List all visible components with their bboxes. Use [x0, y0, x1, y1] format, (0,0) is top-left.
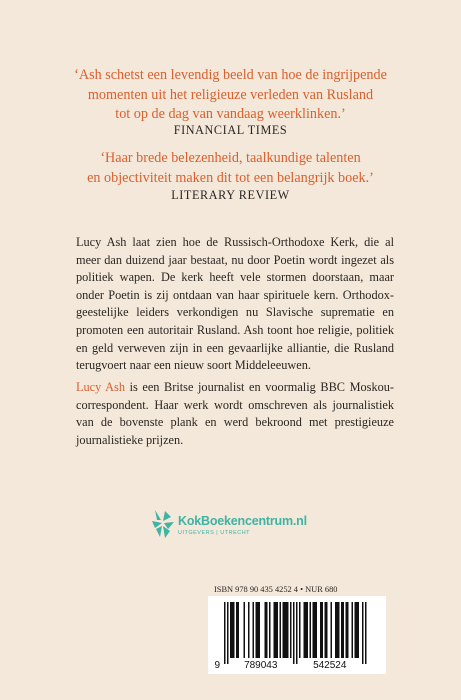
quote-line: ‘Ash schetst een levendig beeld van hoe de ingrijpende: [74, 67, 387, 83]
isbn-nur: ISBN 978 90 435 4252 4 • NUR 680: [214, 585, 338, 594]
barcode-bar: [253, 602, 255, 658]
barcode-bar: [230, 602, 232, 658]
barcode-bar: [314, 602, 316, 658]
author-name: Lucy Ash: [76, 380, 125, 394]
barcode-bar: [257, 602, 259, 658]
barcode-bar: [290, 602, 292, 658]
barcode-bar: [259, 602, 261, 658]
barcode-bar: [283, 602, 285, 658]
publisher-name: KokBoekencentrum.nl: [178, 514, 307, 528]
barcode-bar: [331, 602, 333, 658]
barcode-bar: [296, 602, 298, 664]
barcode-bar: [287, 602, 289, 658]
barcode-bar: [343, 602, 345, 658]
barcode-bar: [269, 602, 271, 658]
barcode-bar: [232, 602, 234, 658]
barcode-bar: [304, 602, 306, 658]
quote-line: ‘Haar brede belezenheid, taalkundige talenten: [100, 150, 361, 166]
barcode-bar: [341, 602, 343, 658]
barcode-bar: [277, 602, 279, 658]
book-description: Lucy Ash laat zien hoe de Russisch-Orthodoxe Kerk, die al meer dan duizend jaar bestaat, nu door Poetin wordt ingezet als politiek wapen. De kerk heeft vele stormen doorstaan, maar onder Poetin is zij ontdaan van haar spirituele kern. Orthodox-geestelijke leiders verkondigen nu Slavische suprematie en promoten een autoritair Rusland. Ash toont hoe religie, politiek en geld verweven zijn in een gevaarlijke alliantie, die Rusland terugvoert naar een nieuw soort Middeleeuwen.: [76, 235, 394, 373]
quote-source-financial-times: FINANCIAL TIMES: [173, 123, 288, 137]
publisher-subtitle: UITGEVERS | UTRECHT: [178, 530, 251, 536]
quote-line: momenten uit het religieuze verleden van Rusland: [87, 86, 374, 103]
barcode-bar: [322, 602, 324, 658]
quote-line: en objectiviteit maken dit tot een belangrijk boek.’: [87, 169, 374, 186]
author-bio-text: is een Britse journalist en voormalig BBC Moskou-correspondent. Haar werk wordt omschreven als journalistiek van de bovenste plank en werd bekroond met prestigieuze journalistieke prijzen.: [76, 380, 394, 447]
barcode-bar: [299, 602, 301, 658]
barcode-bar: [362, 602, 364, 664]
barcode-bar: [227, 602, 229, 664]
barcode: [208, 596, 386, 674]
barcode-bar: [284, 602, 286, 658]
quote-literary-review: [40, 149, 421, 188]
barcode-bar: [347, 602, 349, 658]
barcode-bar: [365, 602, 367, 664]
barcode-bar: [325, 602, 327, 658]
barcode-bar: [305, 602, 307, 658]
barcode-bar: [335, 602, 337, 658]
barcode-bar: [224, 602, 226, 664]
barcode-bar: [337, 602, 339, 658]
barcode-digits-right: 542524: [313, 660, 347, 671]
barcode-bar: [355, 602, 357, 658]
barcode-bar: [274, 602, 276, 658]
barcode-bar: [256, 602, 258, 658]
barcode-bar: [338, 602, 340, 658]
barcode-bar: [293, 602, 295, 664]
publisher-logo: [151, 508, 351, 544]
barcode-bar: [326, 602, 328, 658]
barcode-bar: [356, 602, 358, 658]
barcode-bar: [238, 602, 240, 658]
barcode-bar: [352, 602, 354, 658]
kokboekencentrum-logo-icon: [151, 508, 175, 540]
quote-financial-times: [40, 66, 421, 125]
barcode-bar: [358, 602, 360, 658]
barcode-bar: [346, 602, 348, 658]
barcode-bar: [307, 602, 309, 658]
author-bio: [76, 379, 394, 449]
barcode-bar: [275, 602, 277, 658]
barcode-bar: [286, 602, 288, 658]
barcode-bar: [310, 602, 312, 658]
barcode-digit-first: 9: [214, 660, 220, 671]
barcode-bar: [265, 602, 267, 658]
barcode-bar: [316, 602, 318, 658]
barcode-bar: [313, 602, 315, 658]
barcode-bar: [244, 602, 246, 658]
barcode-digits-left: 789043: [244, 660, 278, 671]
barcode-bar: [280, 602, 282, 658]
barcode-bar: [320, 602, 322, 658]
barcode-bar: [233, 602, 235, 658]
quote-line: tot op de dag van vandaag weerklinken.’: [115, 106, 346, 122]
ean13-barcode-icon: [208, 596, 386, 674]
barcode-bar: [236, 602, 238, 658]
barcode-bar: [266, 602, 268, 658]
barcode-bar: [248, 602, 250, 658]
quote-source-literary-review: LITERARY REVIEW: [171, 188, 290, 202]
